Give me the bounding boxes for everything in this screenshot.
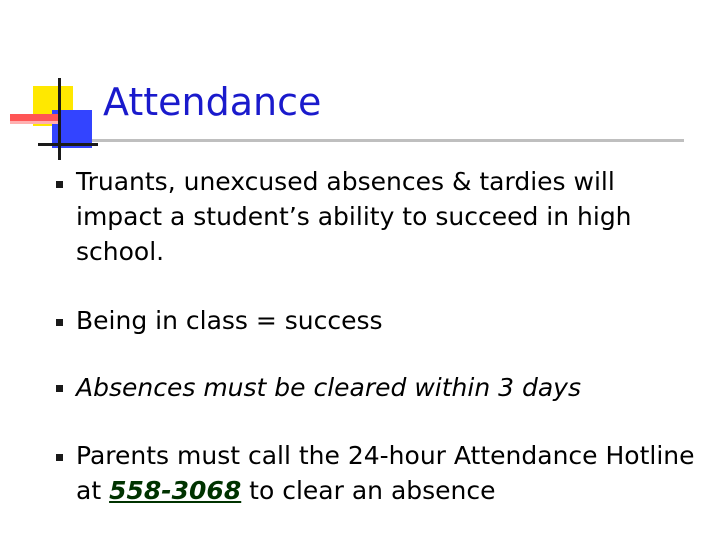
list-item: Truants, unexcused absences & tardies will impact a student’s ability to succeed in high school. (76, 167, 632, 266)
hotline-prefix: Parents must call the 24-hour Attendance Hotline at (76, 441, 695, 505)
bullet-square-icon (56, 181, 63, 188)
hotline-phone-number: 558-3068 (109, 476, 242, 505)
slide-title: Attendance (103, 80, 322, 124)
list-item-italic: Absences must be cleared within 3 days (76, 373, 581, 402)
bullet-square-icon (56, 385, 63, 392)
list-item: Being in class = success (76, 306, 383, 335)
list-item-hotline (76, 438, 696, 508)
bullet-square-icon (56, 454, 63, 461)
hotline-suffix: to clear an absence (241, 476, 496, 505)
bullet-square-icon (56, 319, 63, 326)
